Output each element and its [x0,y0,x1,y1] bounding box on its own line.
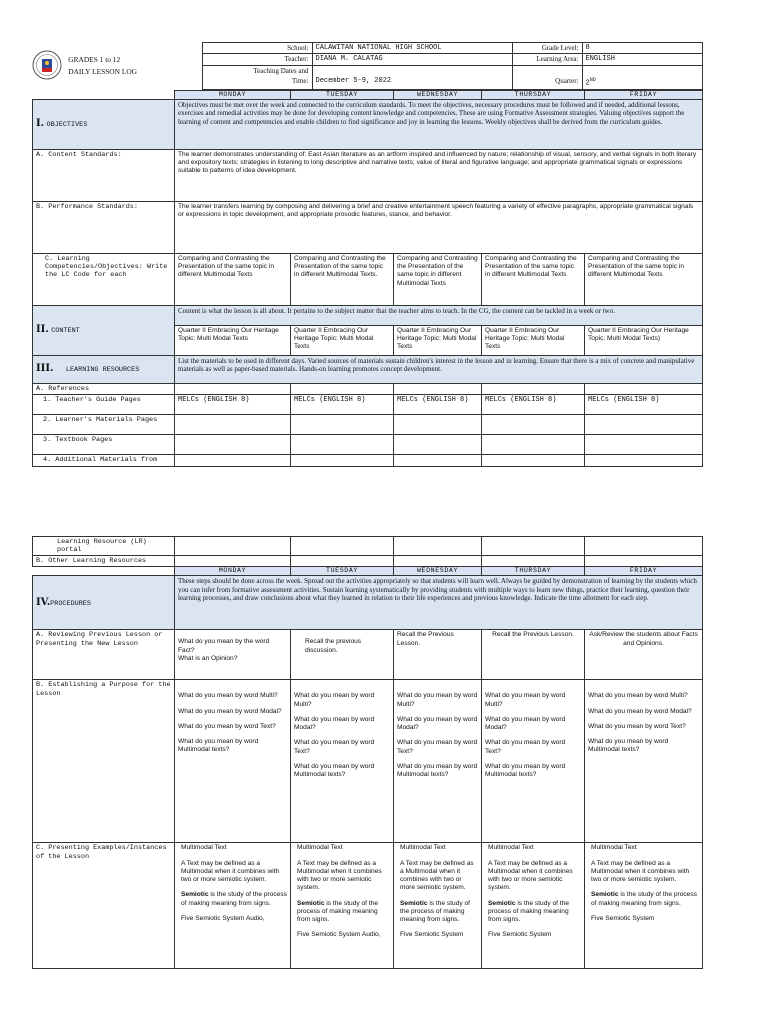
purpose-q2: What do you mean by word Modal? [178,707,282,715]
tg-monday: MELCs (ENGLISH 8) [175,394,291,414]
present-title: Multimodal Text [591,844,637,852]
content-text: Content is what the lesson is all about. It pertains to the subject matter that the teacher aims to teach. In the CG, the content can be tackled in a week or two. [175,305,703,325]
purpose-q1: What do you mean by word Multi? [178,692,278,700]
present-title: Multimodal Text [181,844,227,852]
lesson-log-page-1 [32,42,702,467]
content-monday: Quarter II Embracing Our Heritage Topic: Multi Modal Texts [175,325,291,355]
resources-heading [33,355,175,383]
semiotic-definition: is the study of the process of making meaning from signs. [181,891,287,907]
present-definition: A Text may be defined as a Multimodal when it combines with two or more semiotic system. [297,859,382,892]
competency-tuesday: Comparing and Contrasting the Presentation of the same topic in different Multimodal Texts. [291,253,394,305]
additional-materials-label: 4. Additional Materials from [33,454,175,466]
semiotic-term: Semiotic [297,899,325,907]
procedures-num: IV. [36,596,51,608]
present-definition: A Text may be defined as a Multimodal when it combines with two or more semiotic system. [591,859,690,884]
objectives-num: I. [36,118,45,130]
competency-thursday: Comparing and Contrasting the Presentation of the same topic in different Multimodal Texts [482,253,585,305]
present-semiotic [400,900,478,925]
day-header-monday: MONDAY [175,90,291,99]
grade-label: Grade Level: [512,43,582,54]
area-value: ENGLISH [582,54,702,65]
day2-header-wednesday: WEDNESDAY [394,567,482,576]
tg-tuesday: MELCs (ENGLISH 8) [291,394,394,414]
review-friday: Ask/Review the students about Facts and Opinions. [585,630,703,680]
day2-header-monday: MONDAY [175,567,291,576]
day2-header-friday: FRIDAY [585,567,703,576]
quarter-number: 2 [585,79,590,88]
present-wednesday [394,843,482,969]
purpose-q4: What do you mean by word Multimodal texts? [294,762,375,779]
semiotic-term: Semiotic [181,891,209,899]
purpose-thursday [482,680,585,843]
purpose-q3: What do you mean by word Text? [178,722,276,730]
grade-value: 8 [582,43,702,54]
lr-portal-label: Learning Resource (LR) portal [33,537,175,556]
day2-header-tuesday: TUESDAY [291,567,394,576]
purpose-label: B. Establishing a Purpose for the Lesson [33,680,175,843]
competency-wednesday: Comparing and Contrasting the Presentation of the same topic in different Multimodal Texts [394,253,482,305]
purpose-q2: What do you mean by word Modal? [588,707,692,715]
present-thursday [482,843,585,969]
purpose-q4: What do you mean by word Multimodal texts? [178,738,259,754]
competency-monday: Comparing and Contrasting the Presentation of the same topic in different Multimodal Texts [175,253,291,305]
header-title-line1: GRADES 1 to 12 [68,55,121,65]
competency-friday: Comparing and Contrasting the Presentation of the same topic in different Multimodal Texts [585,253,703,305]
procedures-heading [33,576,175,630]
lesson-log-page-2 [32,536,702,969]
purpose-friday [585,680,703,843]
lesson-table-1 [32,90,703,467]
semiotic-definition: is the study of the process of making meaning from signs. [488,899,569,924]
quarter-label: Quarter: [512,76,582,89]
content-heading [33,305,175,355]
dates-label: Teaching Dates and [202,65,312,76]
competencies-label: C. Learning Competencies/Objectives: Write the LC Code for each [33,253,175,305]
resources-num: III. [36,363,54,375]
present-title: Multimodal Text [488,844,534,852]
content-label: CONTENT [51,327,80,336]
content-friday: Quarter II Embracing Our Heritage Topic: Multi Modal Texts) [585,325,703,355]
purpose-q3: What do you mean by word Text? [397,739,478,755]
purpose-tuesday [291,680,394,843]
day-header-friday: FRIDAY [585,90,703,99]
procedures-label: PROCEDURES [50,599,91,608]
review-wednesday: Recall the Previous Lesson. [394,630,482,680]
teacher-value: DIANA M. CALATAG [312,54,512,65]
purpose-q1: What do you mean by word Multi? [485,692,566,708]
purpose-q4: What do you mean by word Multimodal texts? [588,738,669,754]
resources-label: LEARNING RESOURCES [65,366,140,375]
purpose-q2: What do you mean by word Modal? [294,715,375,732]
semiotic-definition: is the study of the process of making meaning from signs. [400,899,470,924]
content-standards-label: A. Content Standards: [33,149,175,201]
purpose-wednesday [394,680,482,843]
present-semiotic [181,891,287,907]
present-definition: A Text may be defined as a Multimodal when it combines with two or more semiotic system. [488,859,573,892]
present-tuesday [291,843,394,969]
present-five-systems: Five Semiotic System Audio, [297,931,381,939]
semiotic-term: Semiotic [591,891,619,899]
objectives-heading [33,99,175,149]
content-thursday: Quarter II Embracing Our Heritage Topic: Multi Modal Texts [482,325,585,355]
header-title-line2: DAILY LESSON LOG [68,66,138,76]
dates-value: December 5-9, 2022 [312,76,512,89]
purpose-q1: What do you mean by word Multi? [294,692,375,708]
purpose-q3: What do you mean by word Text? [485,739,566,755]
day-header-tuesday: TUESDAY [291,90,394,99]
performance-standards-label: B. Performance Standards: [33,201,175,253]
header-table [32,42,703,90]
present-five-systems: Five Semiotic System [488,931,552,939]
school-label: School: [202,43,312,54]
lesson-table-2 [32,536,703,969]
purpose-monday [175,680,291,843]
reviewing-label: A. Reviewing Previous Lesson or Presenting the New Lesson [33,630,175,680]
present-semiotic [297,900,390,925]
references-label: A. References [33,383,175,394]
tg-thursday: MELCs (ENGLISH 8) [482,394,585,414]
presenting-label: C. Presenting Examples/Instances of the Lesson [33,843,175,969]
present-semiotic [591,891,699,907]
deped-seal-icon [32,50,62,82]
textbook-pages-label: 3. Textbook Pages [33,434,175,454]
present-semiotic [488,900,581,925]
header-logo-cell [32,43,202,90]
purpose-q4: What do you mean by word Multimodal texts? [485,762,566,779]
other-resources-label: B. Other Learning Resources [33,556,175,567]
quarter-suffix: ND [589,77,596,84]
review-monday: What do you mean by the word Fact? What is an Opinion? [175,630,291,680]
semiotic-term: Semiotic [488,899,516,907]
resources-text: List the materials to be used in different days. Varied sources of materials sustain children's interest in the lesson and in learning. Ensure that there is a mix of concrete and manipulative materials as well as paper-based materials. Hands-on learning promotes concept development. [175,355,703,383]
review-thursday: Recall the Previous Lesson. [482,630,585,680]
purpose-q1: What do you mean by word Multi? [397,692,478,708]
semiotic-definition: is the study of the process of making meaning from signs. [297,899,378,924]
present-five-systems: Five Semiotic System [400,931,464,939]
present-title: Multimodal Text [400,844,446,852]
time-label: Time: [202,76,312,89]
content-num: II. [36,324,49,336]
tg-wednesday: MELCs (ENGLISH 8) [394,394,482,414]
present-monday [175,843,291,969]
content-tuesday: Quarter II Embracing Our Heritage Topic: Multi Modal Texts [291,325,394,355]
school-value: CALAWITAN NATIONAL HIGH SCHOOL [312,43,512,54]
present-definition: A Text may be defined as a Multimodal when it combines with two or more semiotic system. [400,859,474,892]
review-tuesday: Recall the previous discussion. [291,630,394,680]
procedures-text: These steps should be done across the week. Spread out the activities appropriately so that students will learn well. Always be guided by demonstration of learning by the students which you can infer from formative assessment activities. Sustain learning systematically by providing students with multiple ways to learn new things, practice their learning, question their learning processes, and draw conclusions about what they learned in relation to their life experiences and previous knowledge. Indicate the time allotment for each step. [175,576,703,630]
tg-friday: MELCs (ENGLISH 8) [585,394,703,414]
teacher-label: Teacher: [202,54,312,65]
objectives-text: Objectives must be met over the week and connected to the curriculum standards. To meet the objectives, necessary procedures must be followed and if needed, additional lessons, exercises and remedial activities may be done for developing content knowledge and competencies. These are using Formative Assessment strategies. Valuing objectives support the learning of content and competencies and enable children to find significance and joy in learning the lessons. Weekly objectives shall be derived from the curriculum guides. [175,99,703,149]
present-five-systems: Five Semiotic System [591,914,655,922]
purpose-q2: What do you mean by word Modal? [397,715,478,732]
content-standards-text: The learner demonstrates understanding of: East Asian literature as an artform inspired and influenced by nature; relationship of visual, sensory, and verbal signals in both literary and expository texts; strategies in listening to long descriptive and narrative texts; value of literal and figurative language; and appropriate grammatical signals or expressions suitable to patterns of idea development. [175,149,703,201]
quarter-value [582,76,702,89]
purpose-q3: What do you mean by word Text? [294,739,375,755]
present-five-systems: Five Semiotic System Audio, [181,914,265,922]
day2-header-thursday: THURSDAY [482,567,585,576]
semiotic-definition: is the study of the process of making meaning from signs. [591,891,697,907]
learners-materials-label: 2. Learner's Materials Pages [33,414,175,434]
purpose-q4: What do you mean by word Multimodal texts? [397,762,478,779]
present-friday [585,843,703,969]
area-label: Learning Area: [512,54,582,65]
present-definition: A Text may be defined as a Multimodal when it combines with two or more semiotic system. [181,859,280,884]
present-title: Multimodal Text [297,844,343,852]
performance-standards-text: The learner transfers learning by composing and delivering a brief and creative entertainment speech featuring a variety of effective paragraphs, appropriate grammatical signals or expressions in topic development, and appropriate prosodic features, stance, and behavior. [175,201,703,253]
day-header-thursday: THURSDAY [482,90,585,99]
teachers-guide-label: 1. Teacher's Guide Pages [33,394,175,414]
purpose-q3: What do you mean by word Text? [588,722,686,730]
purpose-q2: What do you mean by word Modal? [485,715,566,732]
content-wednesday: Quarter II Embracing Our Heritage Topic: Multi Modal Texts [394,325,482,355]
objectives-label: OBJECTIVES [46,121,88,130]
day-header-wednesday: WEDNESDAY [394,90,482,99]
semiotic-term: Semiotic [400,899,428,907]
purpose-q1: What do you mean by word Multi? [588,692,688,700]
